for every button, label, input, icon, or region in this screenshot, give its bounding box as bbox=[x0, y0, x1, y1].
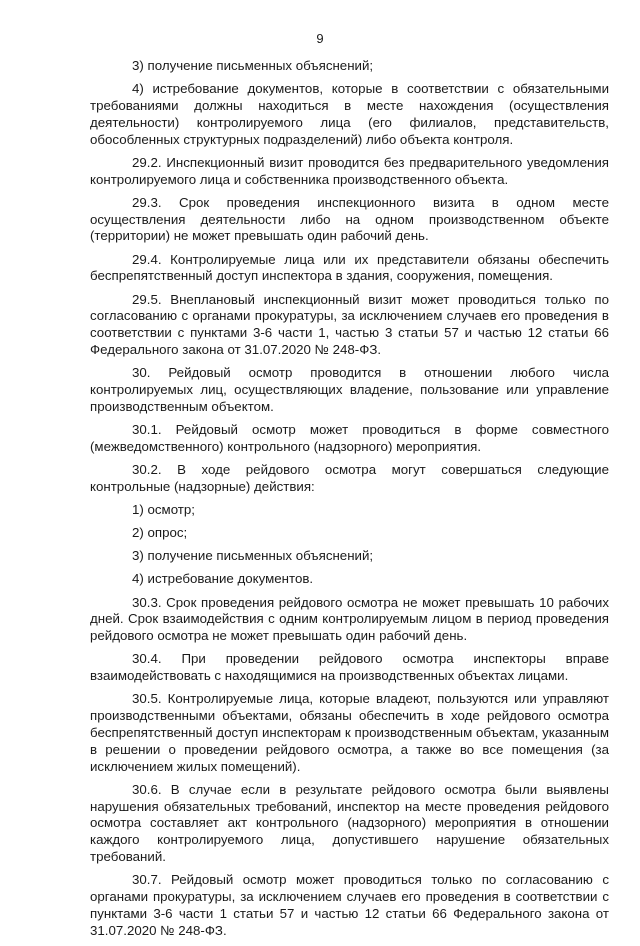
paragraph: 2) опрос; bbox=[132, 525, 188, 541]
paragraph: 3) получение письменных объяснений; bbox=[132, 548, 374, 564]
paragraph: 30.1. Рейдовый осмотр может проводиться в форме совместного (межведомственного) контрольного (надзорного) мероприятия. bbox=[90, 421, 609, 454]
paragraph: 4) истребование документов. bbox=[132, 571, 314, 587]
paragraph: 30.3. Срок проведения рейдового осмотра не может превышать 10 рабочих дней. Срок взаимодействия с одним контролируемым лицом в период проведения рейдового осмотра не может превышать один рабочий день. bbox=[90, 594, 609, 644]
paragraph: 4) истребование документов, которые в соответствии с обязательными требованиями должны находиться в месте нахождения (осуществления деятельности) контролируемого лица (его филиалов, представительств, обособленных структурных подразделений) либо объекта контроля. bbox=[90, 81, 609, 147]
paragraph: 3) получение письменных объяснений; bbox=[132, 58, 374, 73]
paragraph: 1) осмотр; bbox=[132, 501, 195, 517]
paragraph: 30.5. Контролируемые лица, которые владеют, пользуются или управляют производственными объектами, обязаны обеспечить в ходе рейдового осмотра беспрепятственный доступ инспекторам к производственным объектам, указанным в решении о проведении рейдового осмотра, а также во все помещения (за исключением жилых помещений). bbox=[90, 691, 609, 774]
paragraph: 29.3. Срок проведения инспекционного визита в одном месте осуществления деятельности либо на одном производственном объекте (территории) не может превышать один рабочий день. bbox=[90, 194, 609, 244]
paragraph: 29.5. Внеплановый инспекционный визит может проводиться только по согласованию с органами прокуратуры, за исключением случаев его проведения в соответствии с пунктами 3-6 части 1, частью 3 статьи 57 и частью 12 статьи 66 Федерального закона от 31.07.2020 № 248-ФЗ. bbox=[90, 291, 609, 357]
paragraph: 30.4. При проведении рейдового осмотра инспекторы вправе взаимодействовать с находящимися на производственных объектах лицами. bbox=[90, 651, 609, 684]
paragraph: 30.7. Рейдовый осмотр может проводиться только по согласованию с органами прокуратуры, за исключением случаев его проведения в соответствии с пунктами 3-6 части 1 статьи 57 и частью 12 статьи 66 Федерального закона от 31.07.2020 № 248-ФЗ. bbox=[90, 872, 609, 938]
paragraph: 30.6. В случае если в результате рейдового осмотра были выявлены нарушения обязательных требований, инспектор на месте проведения рейдового осмотра составляет акт контрольного (надзорного) мероприятия в отношении каждого контролируемого лица, допустившего нарушение обязательных требований. bbox=[90, 781, 609, 864]
paragraph: 30.2. В ходе рейдового осмотра могут совершаться следующие контрольные (надзорные) действия: bbox=[90, 461, 609, 494]
document-body bbox=[90, 58, 609, 946]
paragraph: 29.2. Инспекционный визит проводится без предварительного уведомления контролируемого лица и собственника производственного объекта. bbox=[90, 154, 609, 187]
page-number: 9 bbox=[316, 31, 324, 46]
paragraph: 29.4. Контролируемые лица или их представители обязаны обеспечить беспрепятственный доступ инспектора в здания, сооружения, помещения. bbox=[90, 251, 609, 284]
paragraph: 30. Рейдовый осмотр проводится в отношении любого числа контролируемых лиц, осуществляющих владение, пользование или управление производственным объектом. bbox=[90, 365, 609, 414]
